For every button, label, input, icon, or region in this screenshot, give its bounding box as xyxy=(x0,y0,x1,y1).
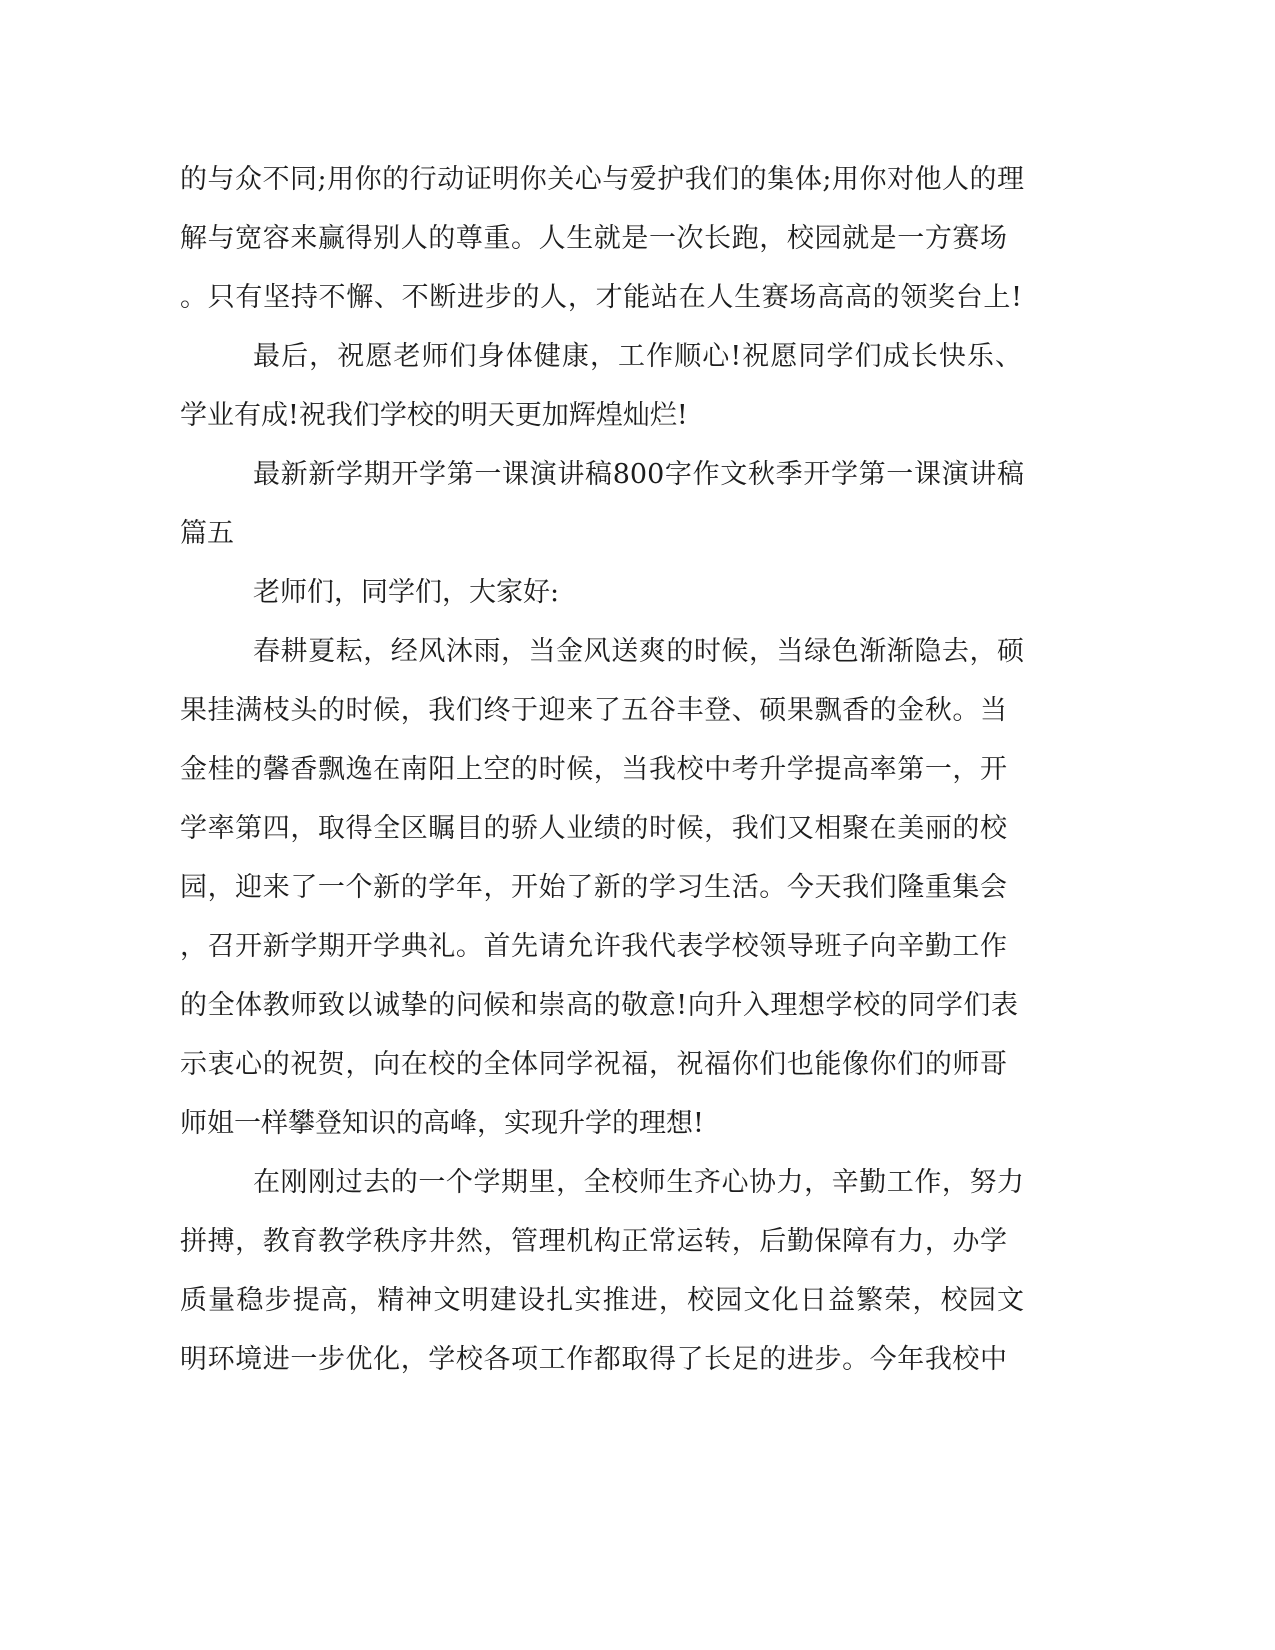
text-line: 学率第四，取得全区瞩目的骄人业绩的时候，我们又相聚在美丽的校 xyxy=(180,813,1007,844)
text-line: 金桂的馨香飘逸在南阳上空的时候，当我校中考升学提高率第一，开 xyxy=(180,754,1007,785)
text-line: 拼搏，教育教学秩序井然，管理机构正常运转，后勤保障有力，办学 xyxy=(180,1226,1007,1257)
text-line: ，召开新学期开学典礼。首先请允许我代表学校领导班子向辛勤工作 xyxy=(180,931,1007,962)
paragraph-start-line: 在刚刚过去的一个学期里，全校师生齐心协力，辛勤工作，努力 xyxy=(253,1167,1024,1198)
text-line: 示衷心的祝贺，向在校的全体同学祝福，祝福你们也能像你们的师哥 xyxy=(180,1049,1007,1080)
paragraph-start-line: 最后，祝愿老师们身体健康，工作顺心!祝愿同学们成长快乐、 xyxy=(253,341,1022,372)
text-line: 明环境进一步优化，学校各项工作都取得了长足的进步。今年我校中 xyxy=(180,1344,1007,1375)
text-line: 解与宽容来赢得别人的尊重。人生就是一次长跑，校园就是一方赛场 xyxy=(180,223,1007,254)
paragraph-start-line: 老师们，同学们，大家好: xyxy=(253,577,560,608)
text-line: 篇五 xyxy=(180,518,234,549)
text-line: 的与众不同;用你的行动证明你关心与爱护我们的集体;用你对他人的理 xyxy=(180,164,1024,195)
text-line: 果挂满枝头的时候，我们终于迎来了五谷丰登、硕果飘香的金秋。当 xyxy=(180,695,1007,726)
text-line: 学业有成!祝我们学校的明天更加辉煌灿烂! xyxy=(180,400,688,431)
paragraph-start-line: 春耕夏耘，经风沐雨，当金风送爽的时候，当绿色渐渐隐去，硕 xyxy=(253,636,1024,667)
paragraph-start-line: 最新新学期开学第一课演讲稿800字作文秋季开学第一课演讲稿 xyxy=(253,459,1024,490)
text-line: 园，迎来了一个新的学年，开始了新的学习生活。今天我们隆重集会 xyxy=(180,872,1007,903)
text-line: 的全体教师致以诚挚的问候和崇高的敬意!向升入理想学校的同学们表 xyxy=(180,990,1018,1021)
text-line: 。只有坚持不懈、不断进步的人，才能站在人生赛场高高的领奖台上! xyxy=(180,282,1022,313)
text-line: 质量稳步提高，精神文明建设扎实推进，校园文化日益繁荣，校园文 xyxy=(180,1285,1024,1316)
text-line: 师姐一样攀登知识的高峰，实现升学的理想! xyxy=(180,1108,704,1139)
